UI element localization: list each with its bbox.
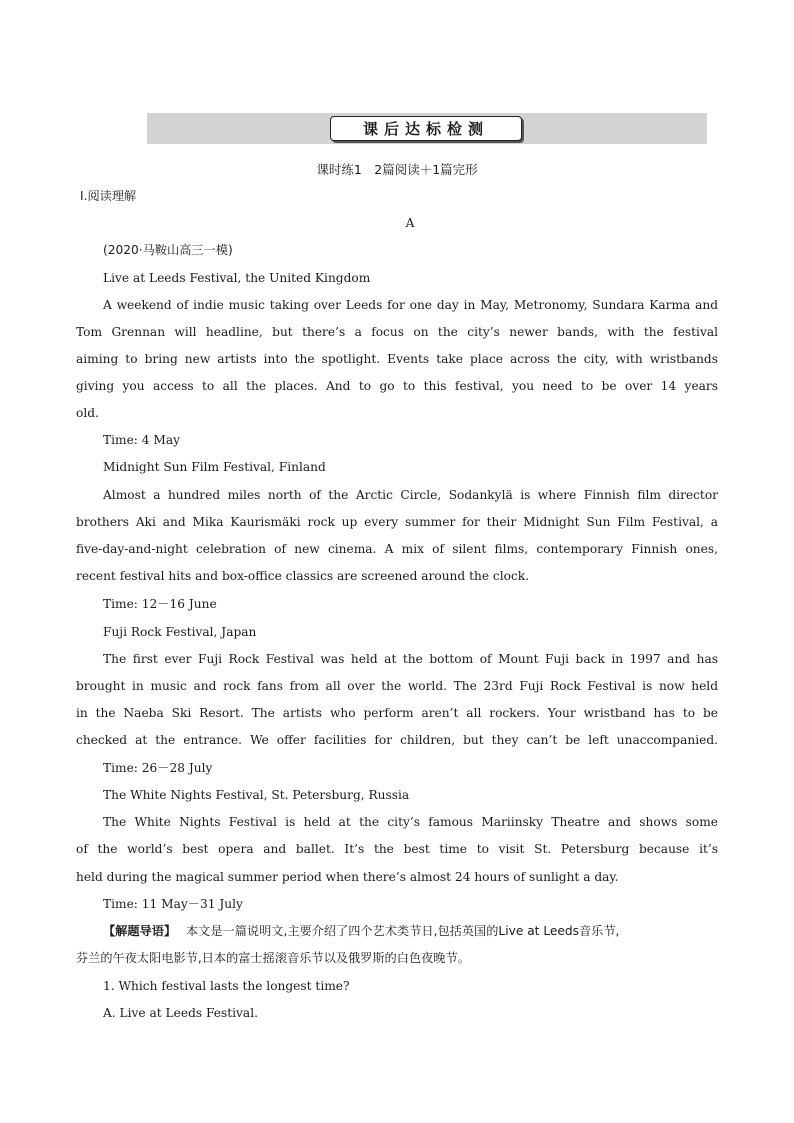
paragraph-line: aiming to bring new artists into the spotlight. Events take place across the city, with wristbands	[76, 352, 718, 366]
festival-title-midnight-sun: Midnight Sun Film Festival, Finland	[103, 460, 326, 474]
festival-time-white-nights: Time: 11 May－31 July	[103, 897, 243, 911]
paragraph-line: in the Naeba Ski Resort. The artists who perform aren’t all rockers. Your wristband has to be	[76, 706, 718, 720]
section-title: Ⅰ.阅读理解	[80, 189, 137, 203]
festival-time-leeds: Time: 4 May	[103, 433, 181, 447]
lesson-subtitle: 课时练1 2篇阅读＋1篇完形	[316, 162, 478, 177]
question-1: 1. Which festival lasts the longest time?	[103, 979, 350, 993]
paragraph-line: Almost a hundred miles north of the Arctic Circle, Sodankylä is where Finnish film director	[103, 488, 718, 502]
paragraph-line: brought in music and rock fans from all over the world. The 23rd Fuji Rock Festival is now held	[76, 679, 718, 693]
guide-label: 【解题导语】	[103, 924, 177, 938]
festival-title-leeds: Live at Leeds Festival, the United Kingdom	[103, 271, 371, 285]
guide-line-2: 芬兰的午夜太阳电影节,日本的富士摇滚音乐节以及俄罗斯的白色夜晚节。	[76, 951, 470, 965]
paragraph-line: brothers Aki and Mika Kaurismäki rock up every summer for their Midnight Sun Film Festival, a	[76, 515, 718, 529]
paragraph-line: A weekend of indie music taking over Leeds for one day in May, Metronomy, Sundara Karma and	[103, 298, 718, 312]
paragraph-line: Tom Grennan will headline, but there’s a focus on the city’s newer bands, with the festival	[76, 325, 718, 339]
banner-title: 课后达标检测	[330, 116, 522, 141]
paragraph-line: recent festival hits and box-office classics are screened around the clock.	[76, 569, 530, 583]
passage-label: A	[405, 216, 415, 230]
question-1-option-a: A. Live at Leeds Festival.	[103, 1006, 258, 1020]
guide-line	[103, 923, 619, 939]
section-banner	[147, 113, 707, 144]
passage-source: (2020·马鞍山高三一模)	[103, 243, 233, 257]
paragraph-line: The White Nights Festival is held at the city’s famous Mariinsky Theatre and shows some	[103, 815, 718, 829]
festival-title-fuji-rock: Fuji Rock Festival, Japan	[103, 625, 257, 639]
paragraph-line: old.	[76, 406, 99, 420]
paragraph-line: of the world’s best opera and ballet. It’s the best time to visit St. Petersburg because it’s	[76, 842, 718, 856]
festival-title-white-nights: The White Nights Festival, St. Petersburg, Russia	[103, 788, 410, 802]
paragraph-line: held during the magical summer period when there’s almost 24 hours of sunlight a day.	[76, 870, 619, 884]
paragraph-line: giving you access to all the places. And to go to this festival, you need to be over 14 years	[76, 379, 718, 393]
guide-text: 本文是一篇说明文,主要介绍了四个艺术类节日,包括英国的Live at Leeds音乐节,	[186, 924, 620, 938]
paragraph-line: five-day-and-night celebration of new cinema. A mix of silent films, contemporary Finnish ones,	[76, 542, 718, 556]
festival-time-midnight-sun: Time: 12－16 June	[103, 597, 217, 611]
festival-time-fuji-rock: Time: 26－28 July	[103, 761, 213, 775]
paragraph-line: checked at the entrance. We offer facilities for children, but they can’t be left unaccompanied.	[76, 733, 718, 747]
paragraph-line: The first ever Fuji Rock Festival was held at the bottom of Mount Fuji back in 1997 and has	[103, 652, 718, 666]
